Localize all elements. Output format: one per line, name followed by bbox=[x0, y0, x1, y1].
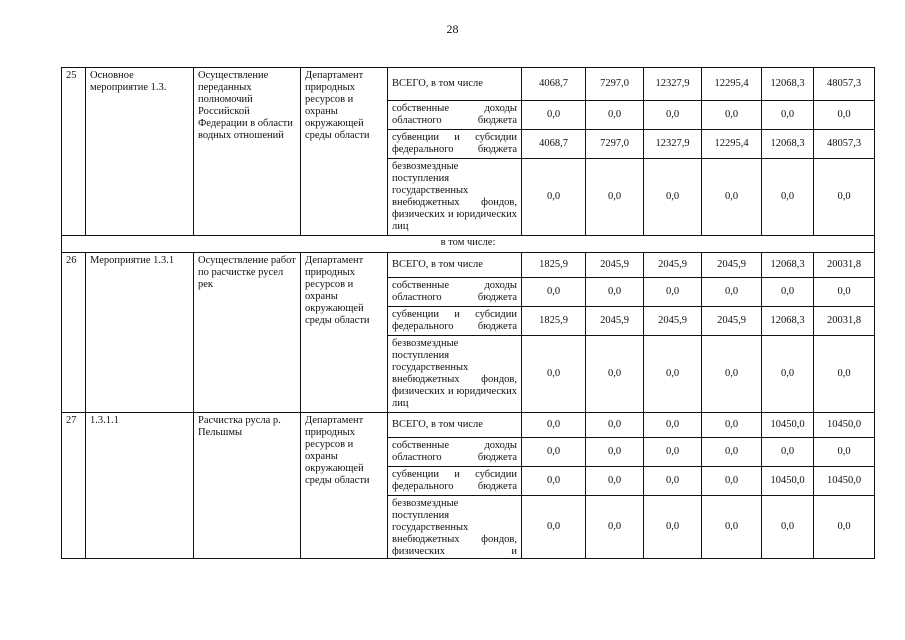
table-row bbox=[62, 68, 875, 101]
source-label: собственные доходы областного бюджета bbox=[388, 278, 522, 307]
section-separator: в том числе: bbox=[62, 236, 875, 253]
table-row bbox=[62, 253, 875, 278]
value-cell: 0,0 bbox=[762, 438, 814, 467]
source-label: собственные доходы областного бюджета bbox=[388, 101, 522, 130]
value-cell: 12068,3 bbox=[762, 253, 814, 278]
value-cell: 12295,4 bbox=[702, 68, 762, 101]
value-cell: 2045,9 bbox=[586, 307, 644, 336]
event-title: Осуществление работ по расчистке русел рек bbox=[194, 253, 301, 413]
row-number: 27 bbox=[62, 413, 86, 559]
value-cell: 0,0 bbox=[814, 159, 875, 236]
value-cell: 48057,3 bbox=[814, 130, 875, 159]
value-cell: 20031,8 bbox=[814, 253, 875, 278]
value-cell: 0,0 bbox=[522, 101, 586, 130]
value-cell: 0,0 bbox=[644, 159, 702, 236]
source-label-text: безвозмездные поступления государственных внебюджетных фондов, физических и bbox=[392, 498, 517, 556]
source-label bbox=[388, 496, 522, 559]
value-cell: 2045,9 bbox=[644, 307, 702, 336]
value-cell: 0,0 bbox=[702, 413, 762, 438]
value-cell: 0,0 bbox=[702, 438, 762, 467]
value-cell: 0,0 bbox=[644, 413, 702, 438]
value-cell: 0,0 bbox=[702, 101, 762, 130]
value-cell: 0,0 bbox=[814, 101, 875, 130]
value-cell: 48057,3 bbox=[814, 68, 875, 101]
value-cell: 2045,9 bbox=[702, 253, 762, 278]
value-cell: 0,0 bbox=[644, 496, 702, 559]
value-cell: 0,0 bbox=[644, 336, 702, 413]
source-label: субвенции и субсидии федерального бюджета bbox=[388, 130, 522, 159]
value-cell: 0,0 bbox=[586, 278, 644, 307]
value-cell: 0,0 bbox=[522, 467, 586, 496]
source-label: безвозмездные поступления государственных внебюджетных фондов, физических и юридических лиц bbox=[388, 159, 522, 236]
value-cell: 0,0 bbox=[522, 413, 586, 438]
value-cell: 0,0 bbox=[702, 278, 762, 307]
value-cell: 12327,9 bbox=[644, 130, 702, 159]
table-row bbox=[62, 413, 875, 438]
value-cell: 12327,9 bbox=[644, 68, 702, 101]
value-cell: 0,0 bbox=[702, 336, 762, 413]
value-cell: 0,0 bbox=[586, 438, 644, 467]
value-cell: 0,0 bbox=[586, 101, 644, 130]
value-cell: 12295,4 bbox=[702, 130, 762, 159]
value-cell: 12068,3 bbox=[762, 68, 814, 101]
value-cell: 0,0 bbox=[702, 496, 762, 559]
value-cell: 0,0 bbox=[814, 496, 875, 559]
value-cell: 0,0 bbox=[522, 336, 586, 413]
source-label: безвозмездные поступления государственных внебюджетных фондов, физических и юридических лиц bbox=[388, 336, 522, 413]
value-cell: 0,0 bbox=[762, 496, 814, 559]
budget-table bbox=[61, 67, 875, 559]
value-cell: 4068,7 bbox=[522, 130, 586, 159]
executor: Департамент природных ресурсов и охраны окружающей среды области bbox=[301, 253, 388, 413]
value-cell: 4068,7 bbox=[522, 68, 586, 101]
value-cell: 7297,0 bbox=[586, 68, 644, 101]
value-cell: 0,0 bbox=[702, 159, 762, 236]
value-cell: 0,0 bbox=[586, 336, 644, 413]
row-number: 26 bbox=[62, 253, 86, 413]
value-cell: 0,0 bbox=[644, 101, 702, 130]
event-name: Мероприятие 1.3.1 bbox=[86, 253, 194, 413]
value-cell: 10450,0 bbox=[814, 413, 875, 438]
value-cell: 12068,3 bbox=[762, 307, 814, 336]
value-cell: 10450,0 bbox=[814, 467, 875, 496]
value-cell: 2045,9 bbox=[702, 307, 762, 336]
value-cell: 10450,0 bbox=[762, 467, 814, 496]
source-label: ВСЕГО, в том числе bbox=[388, 413, 522, 438]
source-label: собственные доходы областного бюджета bbox=[388, 438, 522, 467]
source-label: ВСЕГО, в том числе bbox=[388, 253, 522, 278]
value-cell: 0,0 bbox=[814, 438, 875, 467]
event-name: Основное мероприятие 1.3. bbox=[86, 68, 194, 236]
page-number: 28 bbox=[446, 22, 459, 36]
table-row bbox=[62, 236, 875, 253]
value-cell: 0,0 bbox=[522, 438, 586, 467]
executor: Департамент природных ресурсов и охраны окружающей среды области bbox=[301, 68, 388, 236]
value-cell: 0,0 bbox=[644, 278, 702, 307]
value-cell: 0,0 bbox=[586, 159, 644, 236]
value-cell: 7297,0 bbox=[586, 130, 644, 159]
value-cell: 0,0 bbox=[522, 496, 586, 559]
value-cell: 0,0 bbox=[814, 278, 875, 307]
row-number: 25 bbox=[62, 68, 86, 236]
source-label: субвенции и субсидии федерального бюджета bbox=[388, 467, 522, 496]
value-cell: 0,0 bbox=[814, 336, 875, 413]
value-cell: 0,0 bbox=[522, 278, 586, 307]
source-label: ВСЕГО, в том числе bbox=[388, 68, 522, 101]
event-title: Расчистка русла р. Пельшмы bbox=[194, 413, 301, 559]
value-cell: 20031,8 bbox=[814, 307, 875, 336]
value-cell: 10450,0 bbox=[762, 413, 814, 438]
value-cell: 1825,9 bbox=[522, 253, 586, 278]
value-cell: 0,0 bbox=[762, 101, 814, 130]
value-cell: 0,0 bbox=[586, 496, 644, 559]
value-cell: 2045,9 bbox=[586, 253, 644, 278]
value-cell: 0,0 bbox=[762, 336, 814, 413]
event-title: Осуществление переданных полномочий Российской Федерации в области водных отношений bbox=[194, 68, 301, 236]
value-cell: 0,0 bbox=[644, 438, 702, 467]
value-cell: 0,0 bbox=[522, 159, 586, 236]
executor: Департамент природных ресурсов и охраны окружающей среды области bbox=[301, 413, 388, 559]
value-cell: 0,0 bbox=[586, 467, 644, 496]
value-cell: 0,0 bbox=[762, 278, 814, 307]
value-cell: 0,0 bbox=[586, 413, 644, 438]
source-label: субвенции и субсидии федерального бюджета bbox=[388, 307, 522, 336]
value-cell: 2045,9 bbox=[644, 253, 702, 278]
event-name: 1.3.1.1 bbox=[86, 413, 194, 559]
value-cell: 12068,3 bbox=[762, 130, 814, 159]
value-cell: 1825,9 bbox=[522, 307, 586, 336]
value-cell: 0,0 bbox=[702, 467, 762, 496]
value-cell: 0,0 bbox=[644, 467, 702, 496]
value-cell: 0,0 bbox=[762, 159, 814, 236]
